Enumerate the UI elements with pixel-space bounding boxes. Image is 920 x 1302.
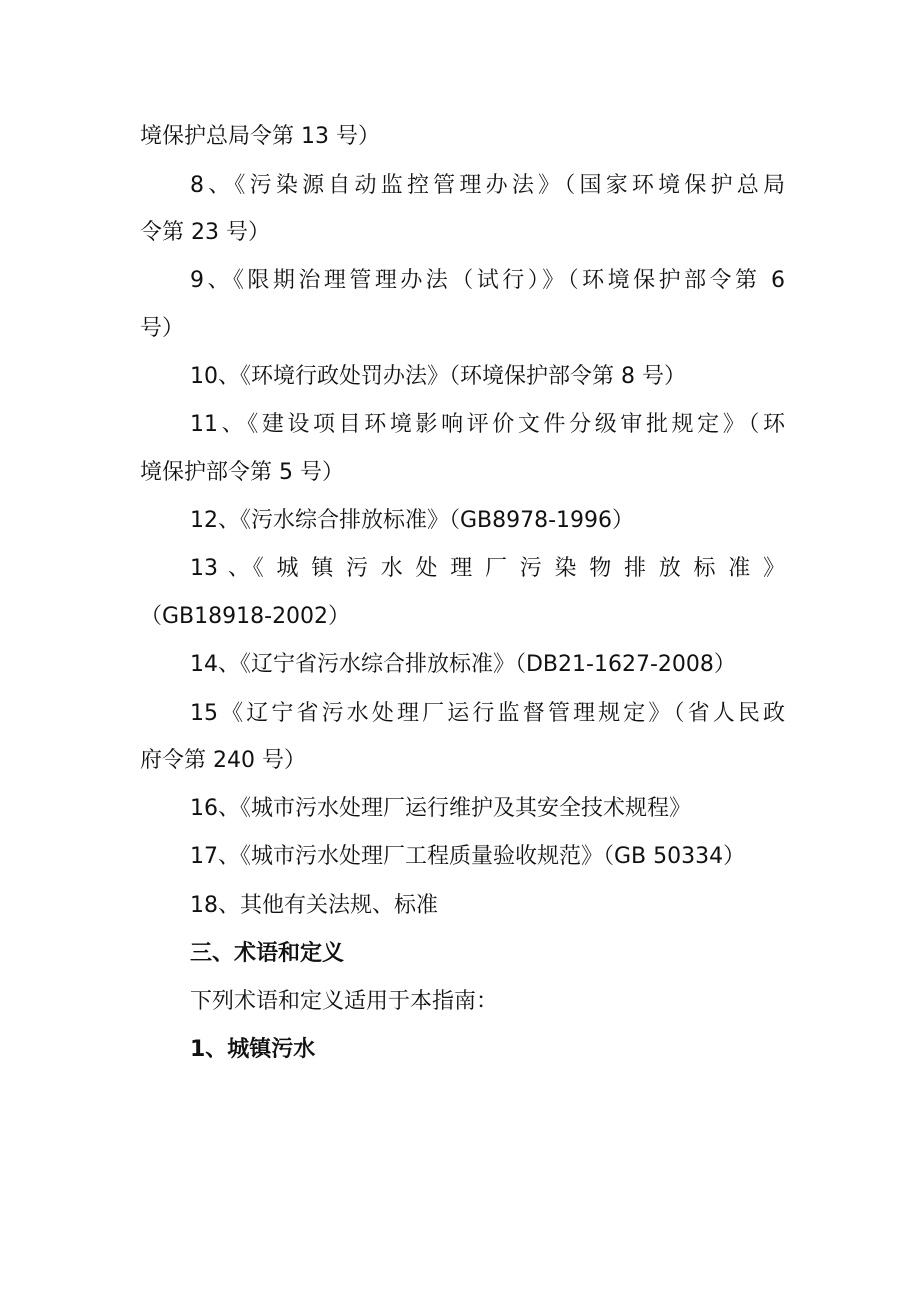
text-line: 14、《辽宁省污水综合排放标准》（DB21-1627-2008） [190, 652, 736, 677]
intro-text: 下列术语和定义适用于本指南： [190, 989, 499, 1014]
text-line: 12、《污水综合排放标准》（GB8978-1996） [190, 508, 635, 533]
text-line: 境保护部令第 5 号） [140, 460, 344, 485]
text-line: 13 、《 城 镇 污 水 处 理 厂 污 染 物 排 放 标 准 》 [190, 556, 785, 581]
text-line: 8、《污染源自动监控管理办法》（国家环境保护总局 [190, 173, 785, 198]
text-line: 府令第 240 号） [140, 748, 306, 773]
text-line: 15《辽宁省污水处理厂运行监督管理规定》（省人民政 [190, 701, 785, 726]
subheading: 1、城镇污水 [190, 1037, 316, 1062]
text-line: 16、《城市污水处理厂运行维护及其安全技术规程》 [190, 796, 691, 821]
text-line: 9、《限期治理管理办法（试行）》（环境保护部令第 6 [190, 268, 785, 293]
text-line: 号） [140, 316, 185, 341]
text-line: 令第 23 号） [140, 220, 270, 245]
section-heading: 三、术语和定义 [190, 941, 345, 966]
text-line: （GB18918-2002） [140, 604, 351, 629]
text-line: 18、其他有关法规、标准 [190, 893, 438, 918]
text-line: 10、《环境行政处罚办法》（环境保护部令第 8 号） [190, 364, 686, 389]
text-line: 11、《建设项目环境影响评价文件分级审批规定》（环 [190, 412, 785, 437]
text-line: 17、《城市污水处理厂工程质量验收规范》（GB 50334） [190, 844, 746, 869]
text-line: 境保护总局令第 13 号） [140, 124, 380, 149]
